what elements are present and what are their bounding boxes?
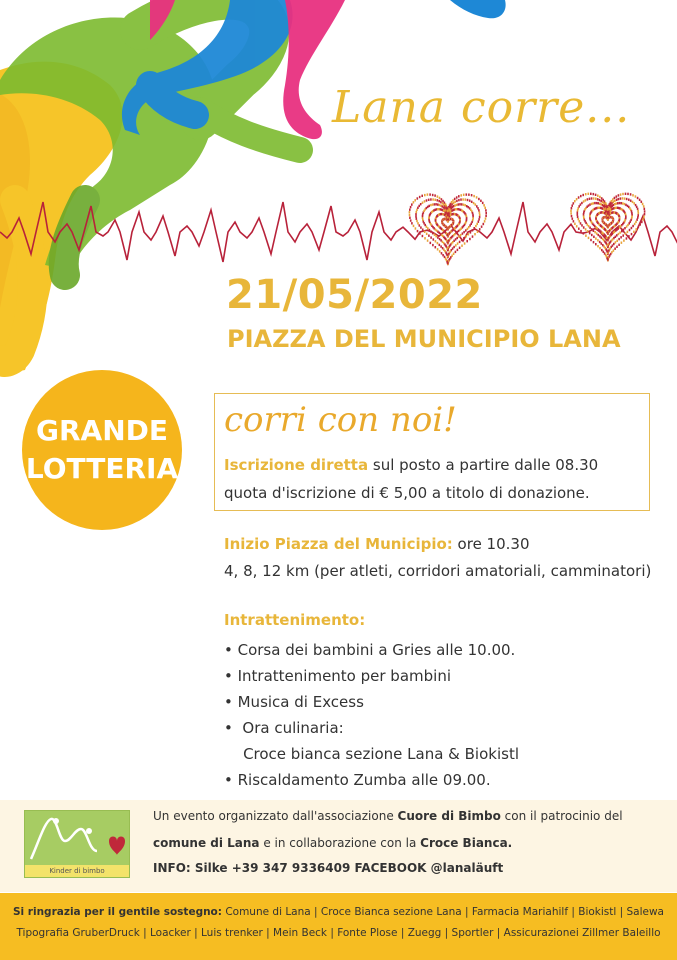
sponsor-band — [0, 893, 677, 960]
registration-line — [224, 456, 598, 474]
partner-name: Croce Bianca. — [420, 836, 513, 850]
collaboration-line — [153, 836, 512, 850]
lottery-line2: LOTTERIA — [25, 452, 179, 485]
entertainment-label: Intrattenimento: — [224, 611, 366, 629]
sponsor-line-2: Tipografia GruberDruck | Loacker | Luis trenker | Mein Beck | Fonte Plose | Zuegg | Sportler | Assicurazionei Zillmer Baleillo — [16, 927, 661, 939]
start-label: Inizio Piazza del Municipio: — [224, 535, 453, 553]
organizer-text-c: con il patrocinio del — [500, 809, 623, 823]
runners-illustration — [0, 0, 677, 380]
sponsor-line-1 — [0, 906, 677, 918]
organizer-logo — [24, 810, 130, 878]
list-item: • Ora culinaria: — [224, 719, 344, 737]
sponsor-list-1: Comune di Lana | Croce Bianca sezione Lana | Farmacia Mariahilf | Biokistl | Salewa — [221, 906, 664, 918]
lottery-line1: GRANDE — [35, 414, 168, 447]
distances-line: 4, 8, 12 km (per atleti, corridori amatoriali, camminatori) — [224, 562, 652, 580]
fee-line: quota d'iscrizione di € 5,00 a titolo di donazione. — [224, 484, 590, 502]
organizer-line — [153, 809, 623, 823]
sponsor-label: Si ringrazia per il gentile sostegno: — [12, 906, 222, 918]
start-line — [224, 535, 530, 553]
list-item: • Riscaldamento Zumba alle 09.00. — [224, 771, 491, 789]
list-item: • Intrattenimento per bambini — [224, 667, 451, 685]
entertainment-list — [224, 637, 519, 793]
event-date: 21/05/2022 — [226, 272, 483, 318]
run-with-us-heading: corri con noi! — [224, 400, 457, 440]
info-line: INFO: Silke +39 347 9336409 FACEBOOK @lanaläuft — [153, 861, 504, 875]
logo-caption: Kinder di bimbo — [25, 865, 129, 877]
organizer-text-a: Un evento organizzato dall'associazione — [153, 809, 398, 823]
event-location: PIAZZA DEL MUNICIPIO LANA — [227, 325, 621, 353]
collaboration-text: e in collaborazione con la — [259, 836, 421, 850]
list-item: • Musica di Excess — [224, 693, 364, 711]
organizer-name: Cuore di Bimbo — [397, 809, 501, 823]
registration-label: Iscrizione diretta — [224, 456, 369, 474]
logo-mountains-icon — [25, 811, 129, 865]
event-title: Lana corre... — [332, 82, 631, 133]
registration-text: sul posto a partire dalle 08.30 — [368, 456, 599, 474]
start-time: ore 10.30 — [452, 535, 530, 553]
municipality-name: comune di Lana — [153, 836, 260, 850]
lottery-badge — [22, 370, 182, 530]
list-item: • Corsa dei bambini a Gries alle 10.00. — [224, 641, 516, 659]
list-item: Croce bianca sezione Lana & Biokistl — [224, 745, 519, 763]
